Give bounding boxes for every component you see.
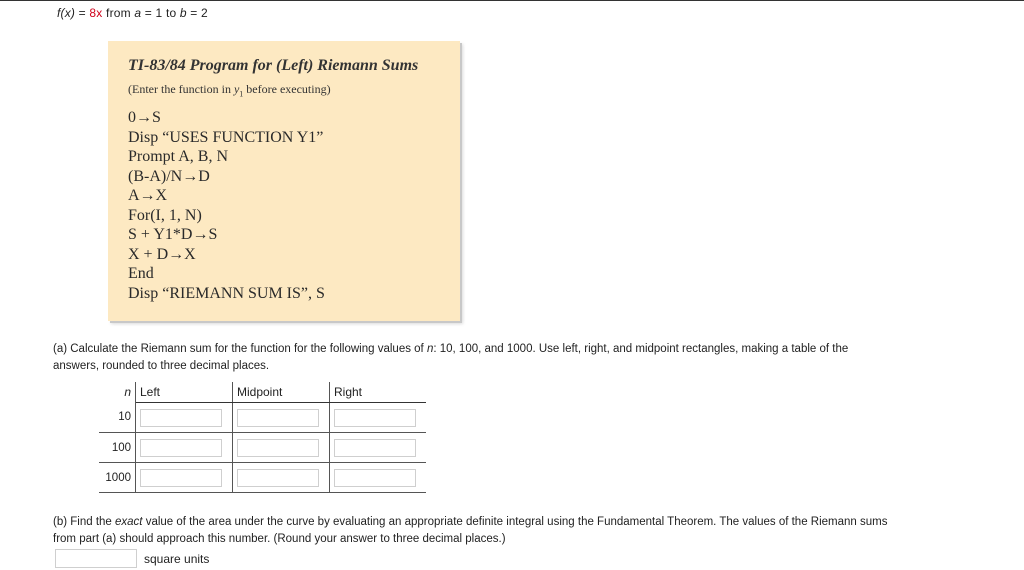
to-label: to (162, 6, 180, 20)
table-header-row (99, 382, 426, 403)
header-right: Right (330, 382, 427, 403)
subtitle-post: before executing) (243, 82, 331, 96)
cell-right (330, 463, 427, 493)
code-line: 0→S (128, 109, 161, 126)
top-divider (0, 0, 1024, 1)
table-row (99, 463, 426, 493)
cell-right (330, 433, 427, 463)
unit-label: square units (144, 552, 210, 566)
riemann-table (99, 382, 426, 493)
left-sum-input[interactable] (140, 439, 222, 457)
part-b-text-2: value of the area under the curve by evaluating an appropriate definite integral using the Fundamental Theorem. The values of the Riemann sums (142, 516, 888, 528)
cell-left (136, 403, 233, 433)
row-n: 100 (99, 433, 136, 463)
function-expression: 8x (89, 6, 103, 20)
midpoint-sum-input[interactable] (237, 439, 319, 457)
cell-left (136, 433, 233, 463)
right-sum-input[interactable] (334, 409, 416, 427)
right-sum-input[interactable] (334, 439, 416, 457)
code-line: Disp “USES FUNCTION Y1” (128, 128, 324, 146)
code-line: (B-A)/N→D (128, 167, 210, 185)
code-line: Prompt A, B, N (128, 148, 229, 165)
header-midpoint: Midpoint (233, 382, 330, 403)
b-value: = 2 (186, 6, 208, 20)
cell-midpoint (233, 403, 330, 433)
code-line: For(I, 1, N) (128, 206, 202, 224)
part-b-instructions (53, 514, 993, 548)
part-b-text-3: from part (a) should approach this number. (Round your answer to three decimal places.) (53, 533, 506, 545)
ti-program-card (108, 41, 460, 321)
cell-midpoint (233, 463, 330, 493)
program-code (128, 108, 325, 303)
left-sum-input[interactable] (140, 409, 222, 427)
cell-left (136, 463, 233, 493)
part-a-text-2: : 10, 100, and 1000. Use left, right, and midpoint rectangles, making a table of the (433, 343, 849, 355)
part-a-instructions (53, 341, 993, 375)
code-line: End (128, 265, 154, 282)
problem-header (57, 6, 208, 20)
a-value: = 1 (141, 6, 163, 20)
code-line: S + Y1*D→S (128, 226, 218, 243)
midpoint-sum-input[interactable] (237, 469, 319, 487)
subtitle-var: y (233, 82, 240, 96)
right-sum-input[interactable] (334, 469, 416, 487)
code-line: Disp “RIEMANN SUM IS”, S (128, 284, 325, 302)
program-subtitle (128, 82, 331, 98)
part-a-text-1: (a) Calculate the Riemann sum for the function for the following values of (53, 343, 427, 355)
midpoint-sum-input[interactable] (237, 409, 319, 427)
row-n: 1000 (99, 463, 136, 493)
table-row (99, 433, 426, 463)
code-line: X + D→X (128, 245, 196, 263)
cell-right (330, 403, 427, 433)
code-line: A→X (128, 187, 168, 204)
a-variable: a (134, 6, 142, 20)
cell-midpoint (233, 433, 330, 463)
left-sum-input[interactable] (140, 469, 222, 487)
exact-area-input[interactable] (55, 549, 137, 568)
from-label: from (102, 6, 135, 20)
part-a-n: n (426, 343, 434, 355)
table-row (99, 403, 426, 433)
b-variable: b (179, 6, 187, 20)
header-n: n (99, 382, 136, 403)
subtitle-sub: 1 (239, 89, 244, 99)
equals-sign: = (75, 6, 90, 20)
part-a-text-3: answers, rounded to three decimal places. (53, 360, 270, 372)
header-left: Left (136, 382, 233, 403)
row-n: 10 (99, 403, 136, 433)
part-b-exact: exact (115, 516, 143, 528)
subtitle-pre: (Enter the function in (128, 82, 234, 96)
function-name: f(x) (57, 6, 76, 20)
program-title: TI-83/84 Program for (Left) Riemann Sums (128, 57, 419, 74)
part-b-text-1: (b) Find the (53, 516, 115, 528)
